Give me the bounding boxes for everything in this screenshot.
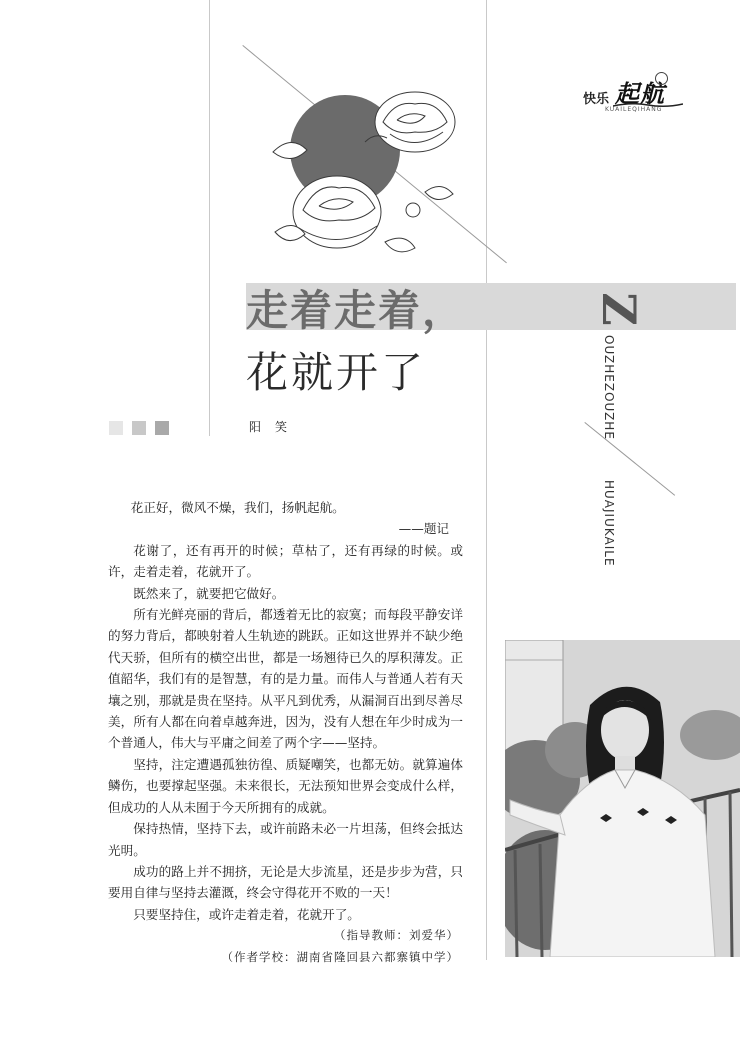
logo-pinyin: KUAILEQIHANG — [605, 106, 663, 113]
logo-big-text: 起航 — [615, 79, 665, 108]
side-initial-letter: Z — [592, 292, 646, 326]
teacher-credit: （指导教师：刘爱华） — [334, 928, 459, 943]
paragraph: 坚持，注定遭遇孤独彷徨、质疑嘲笑，也都无妨。就算遍体鳞伤，也要撑起坚强。未来很长，无法预知世界会变成什么样，但成功的人从未囿于今天所拥有的成就。 — [108, 756, 463, 815]
article-title-line-2: 花就开了 — [246, 348, 427, 397]
paragraph: 既然来了，就要把它做好。 — [133, 585, 285, 601]
epigraph-source: ——题记 — [398, 521, 449, 537]
square-dark — [155, 421, 169, 435]
photo-illustration — [505, 640, 740, 957]
diagonal-line — [584, 422, 675, 496]
logo-small-text: 快乐 — [583, 92, 610, 107]
square-light — [109, 421, 123, 435]
article-body — [108, 497, 463, 968]
author-name: 阳笑 — [249, 420, 302, 434]
epigraph: 花正好，微风不燥，我们，扬帆起航。 — [130, 500, 345, 515]
peony-illustration — [265, 82, 465, 262]
author-photo — [505, 640, 740, 957]
magazine-logo — [583, 68, 703, 118]
side-pinyin-2: HUAJIUKAILE — [602, 480, 616, 567]
square-mid — [132, 421, 146, 435]
paragraph: 花谢了，还有再开的时候；草枯了，还有再绿的时候。或许，走着走着，花就开了。 — [108, 542, 463, 580]
school-credit: （作者学校：湖南省隆回县六都寨镇中学） — [221, 949, 459, 964]
vertical-guide-line — [209, 0, 210, 436]
sun-icon — [655, 72, 668, 85]
paragraph: 所有光鲜亮丽的背后，都透着无比的寂寞；而每段平静安详的努力背后，都映射着人生轨迹的跳跃。正如这世界并不缺少绝代天骄，但所有的横空出世，都是一场翘待已久的厚积薄发。正值韶华，我们有的是智慧，有的是力量。而伟人与普通人若有天壤之别，那就是贵在坚持。从平凡到优秀，从漏洞百出到尽善尽美，所有人都在向着卓越奔进，因为，没有人想在年少时成为一个普通人，伟大与平庸之间差了两个字——坚持。 — [108, 607, 463, 751]
paragraph: 成功的路上并不拥挤，无论是大步流星，还是步步为营，只要用自律与坚持去灌溉，终会守得花开不败的一天！ — [108, 863, 463, 901]
paragraph: 保持热情，坚持下去，或许前路未必一片坦荡，但终会抵达光明。 — [108, 821, 463, 858]
paragraph: 只要坚持住，或许走着走着，花就开了。 — [133, 906, 360, 922]
decorative-squares — [109, 420, 178, 439]
vertical-guide-line — [486, 0, 487, 960]
side-pinyin-1: OUZHEZOUZHE — [602, 335, 616, 440]
wave-icon — [613, 102, 683, 108]
article-title-line-1: 走着走着， — [246, 286, 467, 335]
